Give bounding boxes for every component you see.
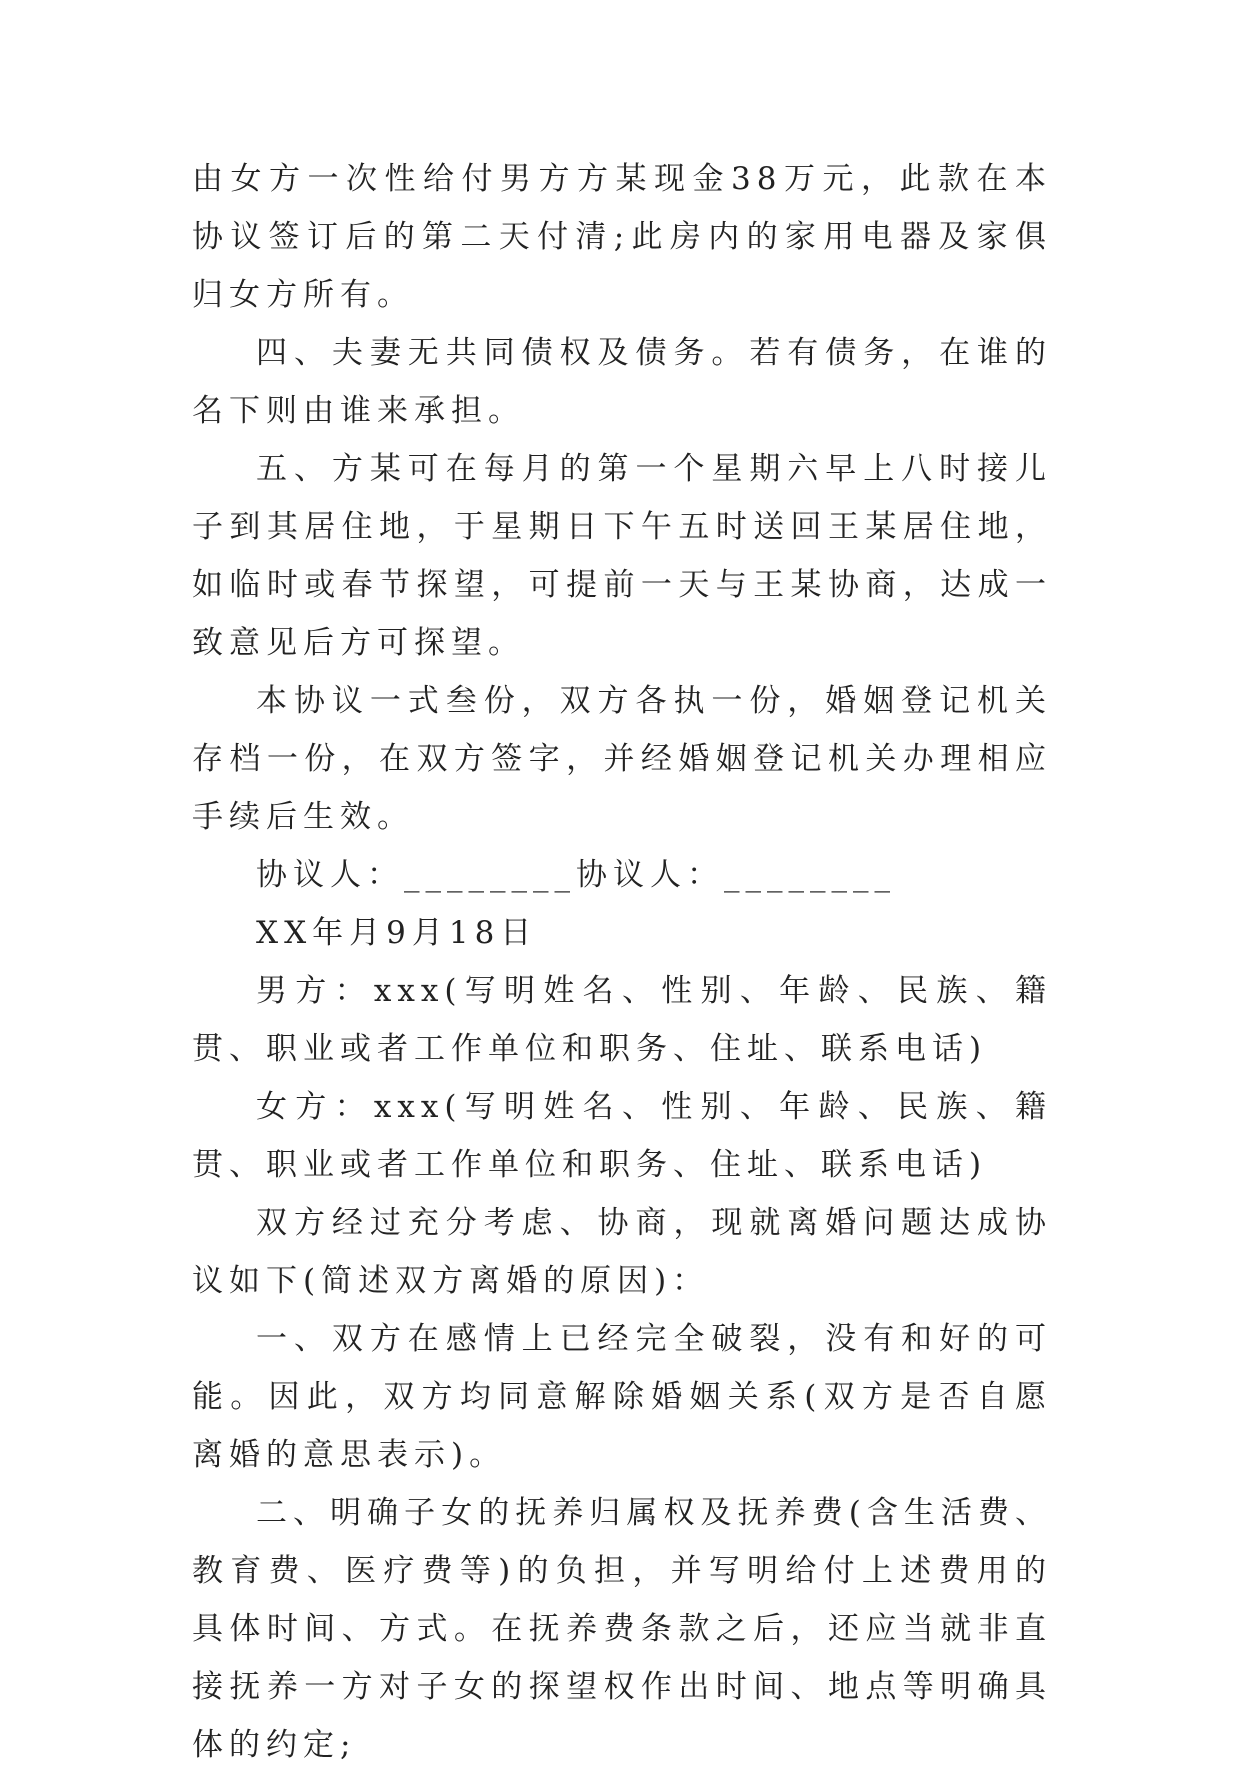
- paragraph-clause-one: 一、双方在感情上已经完全破裂，没有和好的可能。因此，双方均同意解除婚姻关系(双方是否自愿离婚的意思表示)。: [192, 1321, 1052, 1473]
- paragraph-female-party: 女方：xxx(写明姓名、性别、年龄、民族、籍贯、职业或者工作单位和职务、住址、联系电话): [192, 1089, 1052, 1183]
- paragraph-agreement-intro: 双方经过充分考虑、协商，现就离婚问题达成协议如下(简述双方离婚的原因)：: [192, 1205, 1052, 1299]
- paragraph-male-party: 男方：xxx(写明姓名、性别、年龄、民族、籍贯、职业或者工作单位和职务、住址、联系电话): [192, 973, 1052, 1067]
- document-body: [192, 150, 1052, 1774]
- paragraph-clause-two: 二、明确子女的抚养归属权及抚养费(含生活费、教育费、医疗费等)的负担，并写明给付上述费用的具体时间、方式。在抚养费条款之后，还应当就非直接抚养一方对子女的探望权作出时间、地点等明确具体的约定;: [192, 1495, 1052, 1763]
- paragraph-visitation: 五、方某可在每月的第一个星期六早上八时接儿子到其居住地，于星期日下午五时送回王某居住地，如临时或春节探望，可提前一天与王某协商，达成一致意见后方可探望。: [192, 451, 1052, 661]
- signature-line: 协议人：________协议人：________: [256, 857, 896, 893]
- paragraph-copies: 本协议一式叁份，双方各执一份，婚姻登记机关存档一份，在双方签字，并经婚姻登记机关办理相应手续后生效。: [192, 683, 1052, 835]
- date-line: XX年月9月18日: [256, 915, 538, 951]
- paragraph-debts: 四、夫妻无共同债权及债务。若有债务，在谁的名下则由谁来承担。: [192, 335, 1052, 429]
- paragraph-payment: 由女方一次性给付男方方某现金38万元，此款在本协议签订后的第二天付清;此房内的家用电器及家俱归女方所有。: [192, 161, 1052, 313]
